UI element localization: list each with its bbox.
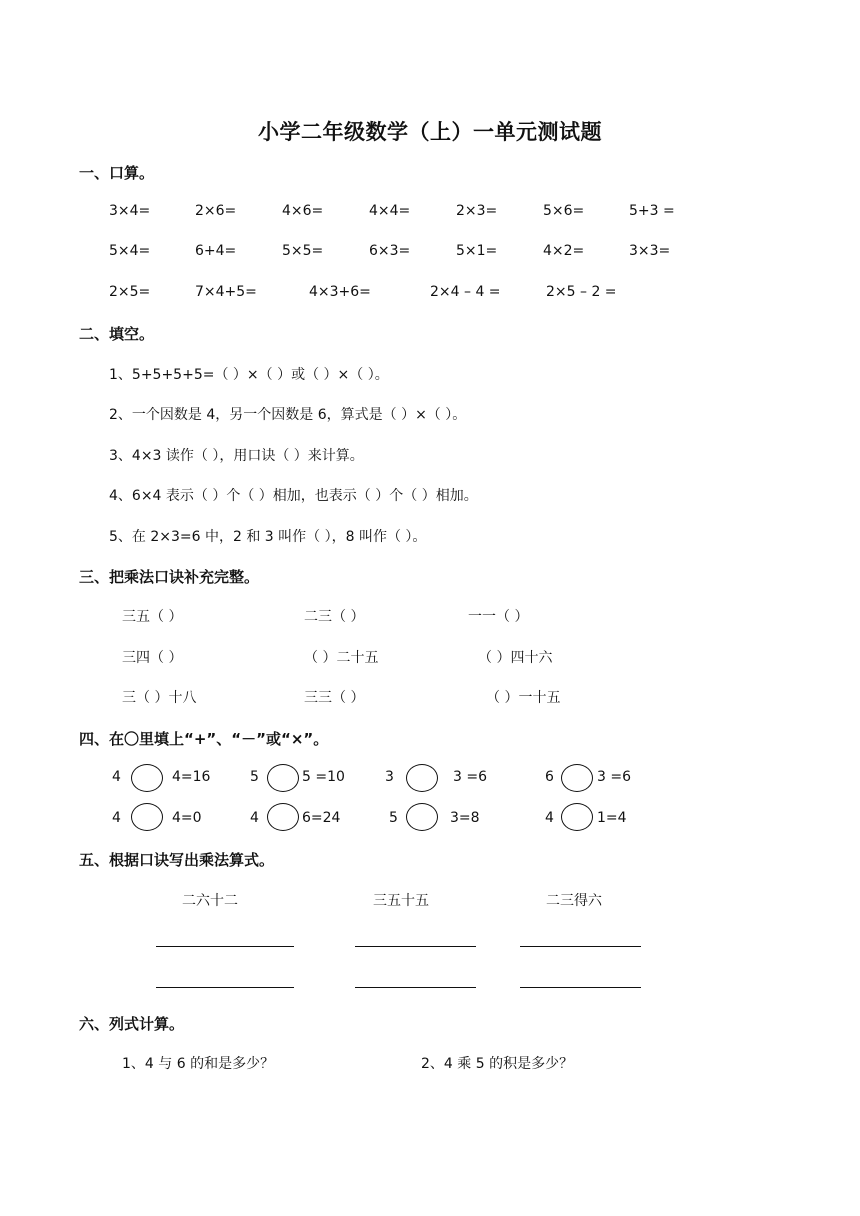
operand-right: 4=0 (172, 810, 202, 826)
oral-problem: 4×4= (369, 203, 411, 219)
multiplication-rhyme: 三（ ）十八 (122, 690, 197, 706)
multiplication-rhyme: （ ）二十五 (304, 650, 379, 666)
word-problem: 2、4 乘 5 的积是多少？ (421, 1056, 574, 1072)
operator-circle[interactable] (561, 764, 593, 792)
operand-right: 3 =6 (453, 769, 487, 785)
oral-problem: 3×3= (629, 243, 671, 259)
rhyme-phrase: 三五十五 (373, 893, 429, 909)
fill-blank-item: 3、4×3 读作（ ），用口诀（ ）来计算。 (109, 448, 364, 464)
oral-problem: 6×3= (369, 243, 411, 259)
answer-line[interactable] (520, 946, 641, 947)
oral-problem: 5×5= (282, 243, 324, 259)
multiplication-rhyme: （ ）四十六 (478, 650, 553, 666)
oral-problem: 2×4 – 4 = (430, 284, 501, 300)
answer-line[interactable] (156, 946, 294, 947)
answer-line[interactable] (156, 987, 294, 988)
operator-circle[interactable] (267, 764, 299, 792)
page-title: 小学二年级数学（上）一单元测试题 (258, 120, 602, 144)
oral-problem: 5×4= (109, 243, 151, 259)
operand-left: 5 (250, 769, 259, 785)
section-2-heading: 二、填空。 (79, 325, 155, 343)
fill-blank-item: 2、一个因数是 4，另一个因数是 6，算式是（ ）×（ ）。 (109, 407, 467, 423)
oral-problem: 2×5 – 2 = (546, 284, 617, 300)
operator-circle[interactable] (406, 803, 438, 831)
operand-left: 4 (112, 810, 121, 826)
answer-line[interactable] (520, 987, 641, 988)
operator-circle[interactable] (267, 803, 299, 831)
operand-right: 4=16 (172, 769, 211, 785)
multiplication-rhyme: 一一（ ） (468, 609, 529, 625)
answer-line[interactable] (355, 987, 476, 988)
word-problem: 1、4 与 6 的和是多少？ (122, 1056, 275, 1072)
operator-circle[interactable] (406, 764, 438, 792)
operand-right: 6=24 (302, 810, 341, 826)
oral-problem: 2×5= (109, 284, 151, 300)
operand-right: 3 =6 (597, 769, 631, 785)
section-5-heading: 五、根据口诀写出乘法算式。 (79, 851, 275, 869)
operand-right: 3=8 (450, 810, 480, 826)
oral-problem: 5×6= (543, 203, 585, 219)
multiplication-rhyme: 三三（ ） (304, 690, 365, 706)
section-1-heading: 一、口算。 (79, 164, 155, 182)
operand-left: 4 (250, 810, 259, 826)
section-4-heading: 四、在〇里填上“+”、“－”或“×”。 (79, 730, 329, 748)
oral-problem: 2×3= (456, 203, 498, 219)
operand-left: 4 (545, 810, 554, 826)
operand-left: 5 (389, 810, 398, 826)
multiplication-rhyme: 二三（ ） (304, 609, 365, 625)
oral-problem: 7×4+5= (195, 284, 257, 300)
oral-problem: 4×6= (282, 203, 324, 219)
fill-blank-item: 5、在 2×3=6 中，2 和 3 叫作（ ），8 叫作（ ）。 (109, 529, 427, 545)
multiplication-rhyme: 三四（ ） (122, 650, 183, 666)
fill-blank-item: 4、6×4 表示（ ）个（ ）相加，也表示（ ）个（ ）相加。 (109, 488, 478, 504)
oral-problem: 2×6= (195, 203, 237, 219)
multiplication-rhyme: 三五（ ） (122, 609, 183, 625)
operator-circle[interactable] (131, 803, 163, 831)
rhyme-phrase: 二六十二 (182, 893, 238, 909)
oral-problem: 4×3+6= (309, 284, 371, 300)
operand-right: 5 =10 (302, 769, 345, 785)
operator-circle[interactable] (561, 803, 593, 831)
oral-problem: 6+4= (195, 243, 237, 259)
answer-line[interactable] (355, 946, 476, 947)
oral-problem: 5×1= (456, 243, 498, 259)
section-3-heading: 三、把乘法口诀补充完整。 (79, 568, 260, 586)
operand-right: 1=4 (597, 810, 627, 826)
operator-circle[interactable] (131, 764, 163, 792)
oral-problem: 4×2= (543, 243, 585, 259)
operand-left: 4 (112, 769, 121, 785)
rhyme-phrase: 二三得六 (546, 893, 602, 909)
operand-left: 3 (385, 769, 394, 785)
fill-blank-item: 1、5+5+5+5=（ ）×（ ）或（ ）×（ ）。 (109, 367, 389, 383)
operand-left: 6 (545, 769, 554, 785)
oral-problem: 3×4= (109, 203, 151, 219)
multiplication-rhyme: （ ）一十五 (486, 690, 561, 706)
oral-problem: 5+3 = (629, 203, 675, 219)
section-6-heading: 六、列式计算。 (79, 1015, 185, 1033)
